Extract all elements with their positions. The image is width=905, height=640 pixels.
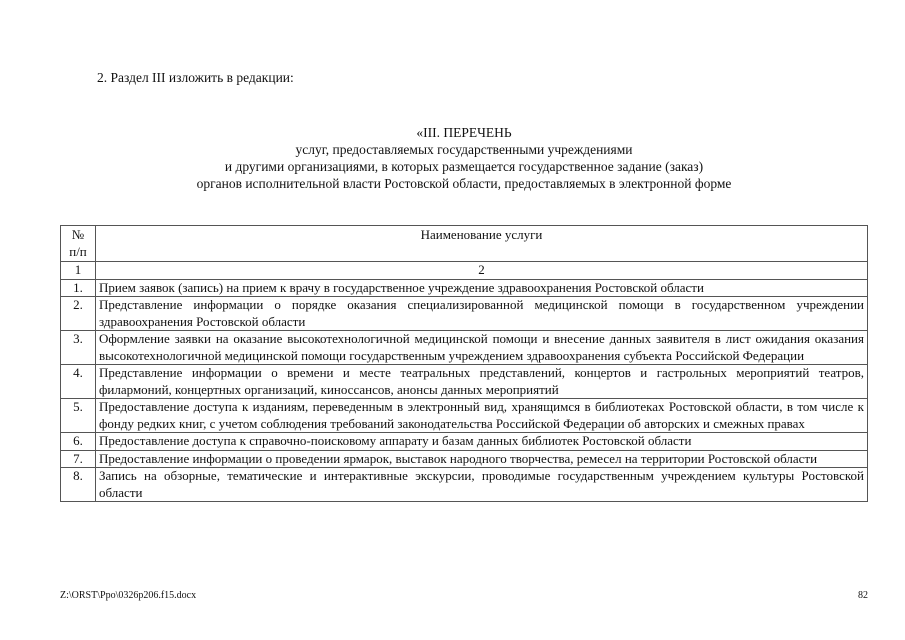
row-service-name: Прием заявок (запись) на прием к врачу в государственное учреждение здравоохранения Ростовской области — [96, 279, 868, 297]
row-number: 6. — [61, 433, 96, 451]
footer-page-number: 82 — [858, 590, 868, 601]
table-header-row — [61, 226, 868, 262]
table-row — [61, 399, 868, 433]
column-index-1: 1 — [61, 262, 96, 280]
table-row — [61, 433, 868, 451]
row-service-name: Предоставление информации о проведении ярмарок, выставок народного творчества, ремесел на территории Ростовской области — [96, 450, 868, 468]
header-number — [61, 226, 96, 262]
header-number-line1: № — [71, 227, 85, 242]
services-table — [60, 225, 868, 502]
column-index-row — [61, 262, 868, 280]
row-number: 8. — [61, 468, 96, 502]
row-number: 3. — [61, 331, 96, 365]
intro-paragraph: 2. Раздел III изложить в редакции: — [97, 70, 294, 85]
row-number: 5. — [61, 399, 96, 433]
row-service-name: Предоставление доступа к справочно-поисковому аппарату и базам данных библиотек Ростовской области — [96, 433, 868, 451]
table-row — [61, 365, 868, 399]
table-row — [61, 279, 868, 297]
footer-file-path: Z:\ORST\Ppo\0326p206.f15.docx — [60, 590, 197, 601]
header-number-line2: п/п — [69, 243, 87, 259]
table-row — [61, 450, 868, 468]
heading-title: «III. ПЕРЕЧЕНЬ — [416, 125, 512, 140]
header-service-name: Наименование услуги — [96, 226, 868, 262]
heading-line-3: и другими организациями, в которых размещается государственное задание (заказ) — [224, 159, 704, 174]
column-index-2: 2 — [96, 262, 868, 280]
row-number: 1. — [61, 279, 96, 297]
row-number: 2. — [61, 297, 96, 331]
row-service-name: Представление информации о времени и месте театральных представлений, концертов и гастрольных мероприятий театров, филармоний, концертных организаций, киноссансов, анонсы данных мероприятий — [96, 365, 868, 399]
row-service-name: Оформление заявки на оказание высокотехнологичной медицинской помощи и внесение данных заявителя в лист ожидания оказания высокотехнологичной медицинской помощи государственным учреждением здравоохранения субъекта Российской Федерации — [96, 331, 868, 365]
table-row — [61, 468, 868, 502]
row-service-name: Предоставление доступа к изданиям, переведенным в электронный вид, хранящимся в библиотеках Ростовской области, в том числе к фонду редких книг, с учетом соблюдения требований законодательства Российской Федерации об авторских и смежных правах — [96, 399, 868, 433]
table-row — [61, 331, 868, 365]
row-number: 4. — [61, 365, 96, 399]
table-row — [61, 297, 868, 331]
row-service-name: Представление информации о порядке оказания специализированной медицинской помощи в государственном учреждении здравоохранения Ростовской области — [96, 297, 868, 331]
row-number: 7. — [61, 450, 96, 468]
heading-line-2: услуг, предоставляемых государственными учреждениями — [295, 142, 633, 157]
heading-line-4: органов исполнительной власти Ростовской области, предоставляемых в электронной форме — [196, 176, 732, 191]
row-service-name: Запись на обзорные, тематические и интерактивные экскурсии, проводимые государственным учреждением культуры Ростовской области — [96, 468, 868, 502]
